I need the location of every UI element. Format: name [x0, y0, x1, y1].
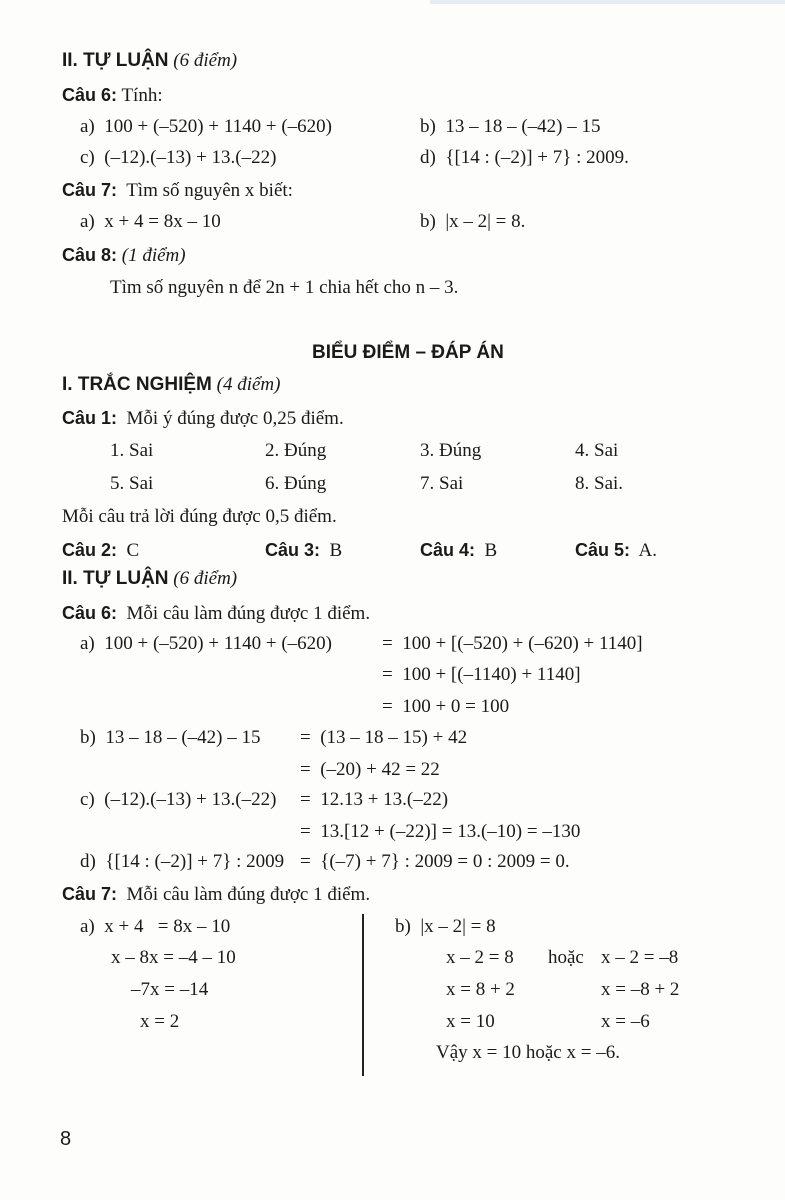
a1-item: 5. Sai [110, 473, 154, 494]
a6a-step: = 100 + [(–520) + (–620) + 1140] [382, 633, 643, 654]
q6 [62, 84, 163, 107]
a1-item: 4. Sai [575, 440, 619, 461]
value: B [484, 540, 498, 561]
a7b-step: x – 2 = 8 [446, 947, 514, 968]
text: Tìm số nguyên x biết: [126, 180, 293, 201]
label: Câu 4: [420, 540, 476, 560]
heading-text: I. TRẮC NGHIỆM [62, 374, 212, 395]
a7a-step: –7x = –14 [131, 979, 209, 1000]
a6c-step: = 13.[12 + (–22)] = 13.(–10) = –130 [300, 821, 581, 842]
a6a-step: = 100 + [(–1140) + 1140] [382, 664, 581, 685]
a6d-step: = {(–7) + 7} : 2009 = 0 : 2009 = 0. [300, 851, 570, 872]
q6b: b) 13 – 18 – (–42) – 15 [420, 116, 601, 137]
text: Mỗi ý đúng được 0,25 điểm. [126, 408, 344, 429]
value: C [126, 540, 140, 561]
q6a: a) 100 + (–520) + 1140 + (–620) [80, 116, 333, 137]
a6b-step: = (–20) + 42 = 22 [300, 759, 440, 780]
a7b-head: b) |x – 2| = 8 [395, 916, 496, 937]
q8-text: Tìm số nguyên n để 2n + 1 chia hết cho n – 3. [110, 277, 459, 298]
page-number: 8 [60, 1128, 72, 1150]
text: Mỗi câu làm đúng được 1 điểm. [126, 884, 371, 905]
value: B [329, 540, 343, 561]
value: A. [638, 540, 657, 561]
a7b-step: x – 2 = –8 [601, 947, 679, 968]
a6b-step: = (13 – 18 – 15) + 42 [300, 727, 468, 748]
label: Câu 2: [62, 540, 118, 560]
a4 [420, 539, 497, 562]
a-part2-heading [62, 568, 237, 590]
label: Câu 7: [62, 884, 118, 904]
scan-edge [430, 0, 785, 4]
a7 [62, 883, 370, 906]
a1-item: 7. Sai [420, 473, 464, 494]
points: (6 điểm) [173, 568, 238, 589]
a6d-lhs: d) {[14 : (–2)] + 7} : 2009 [80, 851, 285, 872]
a7b-step: x = –6 [601, 1011, 650, 1032]
a7a-step: x – 8x = –4 – 10 [111, 947, 236, 968]
q6d: d) {[14 : (–2)] + 7} : 2009. [420, 147, 629, 168]
part2-heading [62, 50, 237, 72]
q7a: a) x + 4 = 8x – 10 [80, 211, 221, 232]
heading-text: II. TỰ LUẬN [62, 568, 169, 589]
a7b-step: x = –8 + 2 [601, 979, 680, 1000]
a7a-step: x = 2 [140, 1011, 180, 1032]
a1-item: 1. Sai [110, 440, 154, 461]
a1-item: 3. Đúng [420, 440, 482, 461]
a6c-step: = 12.13 + 13.(–22) [300, 789, 449, 810]
a7b-step: x = 8 + 2 [446, 979, 515, 1000]
heading-text: II. TỰ LUẬN [62, 50, 169, 71]
text: Tính: [121, 85, 163, 106]
a6a-lhs: a) 100 + (–520) + 1140 + (–620) [80, 633, 333, 654]
a7b-step: x = 10 [446, 1011, 495, 1032]
points: (1 điểm) [121, 245, 186, 266]
label: Câu 5: [575, 540, 631, 560]
a1-item: 8. Sai. [575, 473, 624, 494]
divider [362, 914, 364, 1076]
a-note: Mỗi câu trả lời đúng được 0,5 điểm. [62, 506, 337, 527]
q8 [62, 244, 186, 267]
points: (4 điểm) [216, 374, 281, 395]
label: Câu 8: [62, 245, 118, 265]
label: Câu 6: [62, 85, 118, 105]
a7b-or: hoặc [548, 947, 584, 968]
a3 [265, 539, 342, 562]
label: Câu 1: [62, 408, 118, 428]
q7b: b) |x – 2| = 8. [420, 211, 526, 232]
a6 [62, 602, 370, 625]
label: Câu 7: [62, 180, 118, 200]
a1-item: 2. Đúng [265, 440, 327, 461]
text: Mỗi câu làm đúng được 1 điểm. [126, 603, 371, 624]
a6b-lhs: b) 13 – 18 – (–42) – 15 [80, 727, 261, 748]
a6c-lhs: c) (–12).(–13) + 13.(–22) [80, 789, 277, 810]
a7b-conclusion: Vậy x = 10 hoặc x = –6. [436, 1042, 620, 1063]
a5 [575, 539, 657, 562]
a6a-step: = 100 + 0 = 100 [382, 696, 510, 717]
a1-item: 6. Đúng [265, 473, 327, 494]
label: Câu 6: [62, 603, 118, 623]
points: (6 điểm) [173, 50, 238, 71]
q6c: c) (–12).(–13) + 13.(–22) [80, 147, 277, 168]
a7a-step: a) x + 4 = 8x – 10 [80, 916, 231, 937]
a2 [62, 539, 139, 562]
label: Câu 3: [265, 540, 321, 560]
answer-title: BIỂU ĐIỂM – ĐÁP ÁN [312, 342, 504, 363]
q7 [62, 179, 293, 202]
part1-heading [62, 374, 280, 396]
a1 [62, 407, 344, 430]
